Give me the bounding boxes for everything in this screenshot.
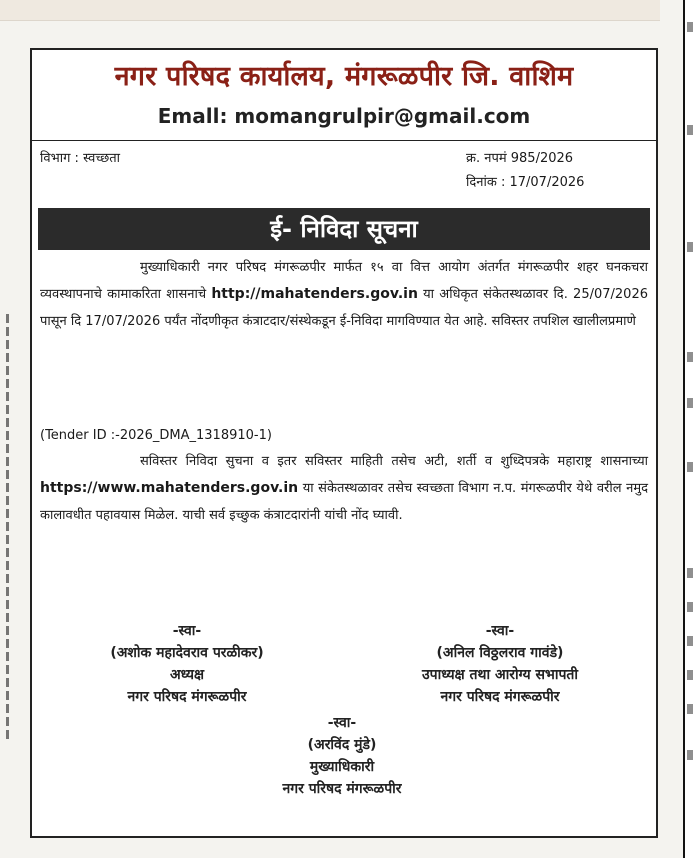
signatory-name: (अशोक महादेवराव परळीकर) (110, 645, 264, 661)
office-email: Emall: momangrulpir@gmail.com (157, 104, 531, 128)
signatory-president (42, 620, 332, 708)
department-label: विभाग : स्वच्छता (40, 151, 121, 166)
notice-paragraph-2 (40, 448, 648, 529)
signatory-role: अध्यक्ष (169, 667, 205, 683)
notice-title-banner: ई- निविदा सूचना (38, 208, 650, 250)
tender-notice (30, 48, 658, 838)
notice-paragraph-1 (40, 254, 648, 335)
signatory-office: नगर परिषद मंगरूळपीर (282, 781, 402, 797)
signatory-role: मुख्याधिकारी (309, 759, 375, 775)
signatory-chief-officer (192, 712, 492, 800)
adjacent-column-fragment (0, 310, 18, 810)
signatory-vice-president (350, 620, 650, 708)
signature-mark: -स्वा- (327, 715, 357, 731)
office-title: नगर परिषद कार्यालय, मंगरूळपीर जि. वाशिम (114, 61, 574, 92)
signatory-name: (अनिल विठ्ठलराव गावंडे) (436, 645, 564, 661)
paragraph-1-end: या अधिकृत संकेतस्थळावर दि. 25/07/2026 पासून दि 17/07/2026 पर्यंत नोंदणीकृत कंत्राटदार/संस्थेकडून ई-निविदा मागविण्यात येत आहे. सविस्तर तपशिल खालीलप्रमाणे (40, 287, 648, 329)
notice-date: दिनांक : 17/07/2026 (466, 175, 585, 190)
paragraph-1-start: मुख्याधिकारी नगर परिषद मंगरूळपीर मार्फत १५ वा वित्त आयोग अंतर्गत मंगरूळपीर शहर घनकचरा व्यवस्थापनाचे कामाकरिता शासनाचे (40, 260, 648, 302)
signatory-role: उपाध्यक्ष तथा आरोग्य सभापती (421, 667, 579, 683)
tender-id: (Tender ID :-2026_DMA_1318910-1) (40, 428, 272, 443)
reference-number: क्र. नपमं 985/2026 (466, 151, 574, 166)
signatory-name: (अरविंद मुंडे) (307, 737, 377, 753)
paragraph-2-end: या संकेतस्थळावर तसेच स्वच्छता विभाग न.प. मंगरूळपीर येथे वरील नमुद कालावधीत पहावयास मिळेल. याची सर्व इच्छुक कंत्राटदारांनी यांची नोंद घ्यावी. (40, 481, 648, 523)
paragraph-2-start: सविस्तर निविदा सुचना व इतर सविस्तर माहिती तसेच अटी, शर्ती व शुध्दिपत्रके महाराष्ट्र शासनाच्या (140, 454, 648, 469)
signature-mark: -स्वा- (485, 623, 515, 639)
adjacent-notice-edge (683, 0, 698, 858)
previous-article-strip (0, 0, 660, 21)
signatory-office: नगर परिषद मंगरूळपीर (440, 689, 560, 705)
header-divider (32, 140, 656, 141)
mahatenders-link[interactable]: http://mahatenders.gov.in (211, 286, 418, 302)
signature-mark: -स्वा- (172, 623, 202, 639)
mahatenders-www-link[interactable]: https://www.mahatenders.gov.in (40, 480, 299, 496)
signatory-office: नगर परिषद मंगरूळपीर (127, 689, 247, 705)
